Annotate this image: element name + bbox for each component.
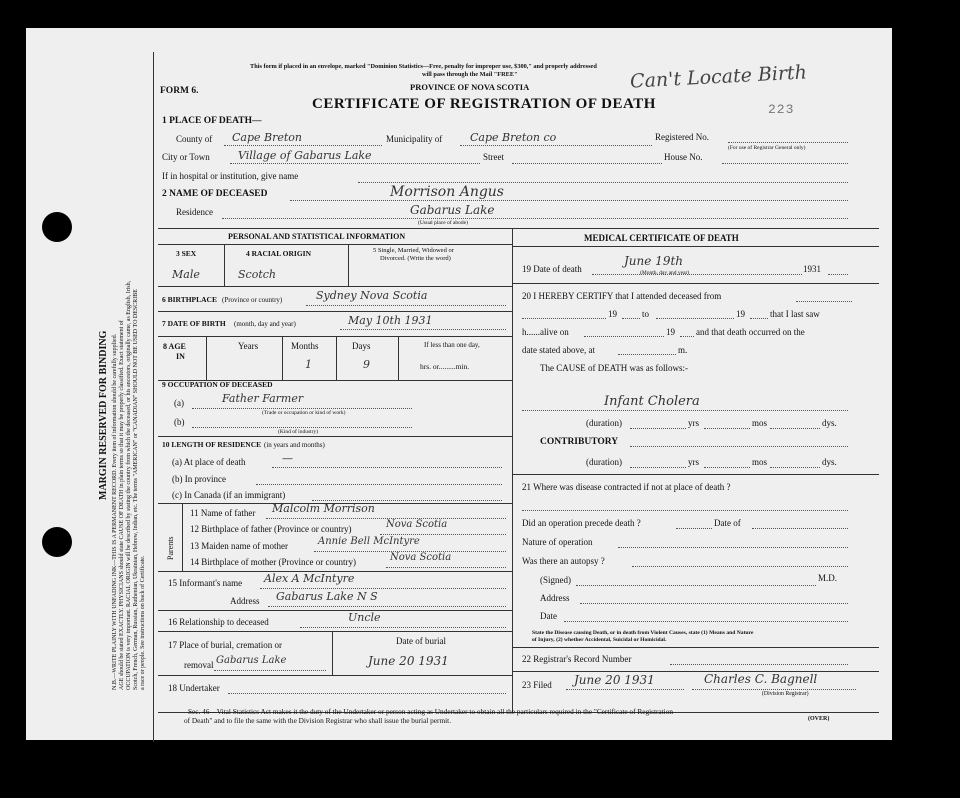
line-19-c: 19 (666, 327, 675, 337)
footer-line-2: of Death" and to file the same with the Division Registrar who shall issue the burial permit. (184, 716, 452, 725)
days-label: Days (352, 341, 371, 351)
undertaker-label: 18 Undertaker (168, 683, 220, 693)
contrib-dys-label: dys. (822, 457, 837, 467)
registered-no-label: Registered No. (655, 132, 709, 142)
mail-notice-1: This form if placed in an envelope, marked "Dominion Statistics—Free, penalty for improper use, $300," and properly addressed (250, 63, 597, 70)
hospital-label: If in hospital or institution, give name (162, 171, 299, 181)
occupation-a-value: Father Farmer (222, 392, 304, 405)
in-province-label: (b) In province (172, 474, 226, 484)
margin-border (153, 52, 154, 742)
filed-label: 23 Filed (522, 680, 552, 690)
death-occurred-label: and that death occurred on the (696, 327, 805, 337)
line-19-b: 19 (736, 309, 745, 319)
father-name-value: Malcolm Morrison (272, 502, 375, 515)
footer-over: (OVER) (808, 716, 830, 722)
cause-value: Infant Cholera (604, 394, 700, 409)
handwritten-annotation: Can't Locate Birth (629, 61, 808, 93)
cause-duration-label: (duration) (586, 418, 622, 428)
in-canada-label: (c) In Canada (if an immigrant) (172, 490, 286, 500)
division-registrar-note: (Division Registrar) (762, 691, 809, 697)
violent-note-2: of Injury, (2) whether Accidental, Suicidal or Homicidal. (532, 637, 667, 643)
m-label: m. (678, 345, 688, 355)
margin-instruction-5: a race or people. See instructions on back of Certificate. (140, 555, 146, 690)
registrar-signature: Charles C. Bagnell (704, 672, 818, 686)
registrar-note: (For use of Registrar General only) (728, 145, 806, 151)
contrib-yrs-label: yrs (688, 457, 699, 467)
residence-length-note: (in years and months) (264, 441, 325, 449)
at-place-label: (a) At place of death (172, 457, 246, 467)
informant-value: Alex A McIntyre (264, 572, 355, 585)
occupation-b-note: (Kind of industry) (278, 429, 319, 435)
hrs-min-label: hrs. or.........min. (420, 362, 470, 371)
county-value: Cape Breton (232, 131, 303, 144)
certificate-paper (26, 28, 892, 740)
filed-date-value: June 20 1931 (574, 673, 655, 687)
occupation-label: 9 OCCUPATION OF DECEASED (162, 380, 273, 389)
alive-on-label: h......alive on (522, 327, 569, 337)
mother-maiden-value: Annie Bell McIntyre (318, 536, 420, 547)
certificate-title: CERTIFICATE OF REGISTRATION OF DEATH (312, 96, 656, 112)
house-no-label: House No. (664, 152, 703, 162)
less-than-day-label: If less than one day, (424, 341, 480, 349)
cause-yrs-label: yrs (688, 418, 699, 428)
place-of-death-heading: 1 PLACE OF DEATH— (162, 116, 262, 126)
birthplace-label: 6 BIRTHPLACE (162, 295, 217, 304)
city-value: Village of Gabarus Lake (238, 149, 372, 162)
form-number: FORM 6. (160, 86, 199, 96)
line-19-a: 19 (608, 309, 617, 319)
burial-label-2: removal (184, 660, 214, 670)
date-stated-label: date stated above, at (522, 345, 595, 355)
physician-address-label: Address (540, 593, 570, 603)
age-days-value: 9 (363, 358, 370, 371)
cause-dys-label: dys. (822, 418, 837, 428)
residence-label: Residence (176, 207, 213, 217)
last-saw-label: that I last saw (770, 309, 820, 319)
mail-notice-2: will pass through the Mail "FREE" (422, 71, 518, 78)
age-months-value: 1 (305, 358, 312, 371)
residence-length-label: 10 LENGTH OF RESIDENCE (162, 440, 262, 449)
mother-birthplace-value: Nova Scotia (390, 552, 452, 563)
binder-hole-top (42, 212, 72, 242)
father-birthplace-value: Nova Scotia (386, 519, 448, 530)
center-divider (512, 228, 513, 712)
contributory-label: CONTRIBUTORY (540, 437, 619, 447)
residence-value: Gabarus Lake (410, 203, 495, 217)
street-label: Street (483, 152, 504, 162)
informant-address-value: Gabarus Lake N S (276, 590, 378, 603)
marital-label-2: Divorced. (Write the word) (380, 255, 451, 262)
county-label: County of (176, 134, 213, 144)
burial-place-value: Gabarus Lake (216, 655, 287, 666)
burial-date-value: June 20 1931 (368, 654, 449, 668)
age-label-2: IN (176, 352, 185, 361)
parents-label: Parents (166, 536, 175, 560)
margin-instruction-3: OCCUPATION is very important. RACIAL ORIGIN will be described by stating the country from which the deceased, or his ancestors, originally came, as English, Irish, (126, 280, 132, 690)
occupation-b-label: (b) (174, 417, 185, 427)
deceased-name-value: Morrison Angus (390, 184, 504, 200)
at-place-value: — (282, 452, 293, 465)
stamp-number: 223 (768, 102, 795, 117)
deceased-name-label: 2 NAME OF DECEASED (162, 189, 268, 199)
contrib-mos-label: mos (752, 457, 768, 467)
personal-heading: PERSONAL AND STATISTICAL INFORMATION (228, 232, 406, 241)
race-label: 4 RACIAL ORIGIN (246, 249, 312, 258)
binder-hole-bottom (42, 527, 72, 557)
date-of-death-year: 1931 (803, 264, 821, 274)
signed-label: (Signed) (540, 575, 571, 585)
sex-label: 3 SEX (176, 249, 197, 258)
margin-title: MARGIN RESERVED FOR BINDING (98, 330, 109, 500)
contracted-label: 21 Where was disease contracted if not at place of death ? (522, 482, 731, 492)
informant-label: 15 Informant's name (168, 578, 243, 588)
birthplace-value: Sydney Nova Scotia (316, 289, 428, 302)
relationship-value: Uncle (348, 611, 381, 624)
contrib-duration-label: (duration) (586, 457, 622, 467)
burial-date-label: Date of burial (396, 636, 446, 646)
margin-instruction-2: AGE should be stated EXACTLY. PHYSICIANS should state CAUSE OF DEATH in plain terms so that it may be properly classified. Exact statement of (119, 320, 125, 690)
birthplace-note: (Province or country) (222, 296, 283, 304)
date-of-label: Date of (714, 518, 741, 528)
occupation-a-label: (a) (174, 398, 184, 408)
record-number-label: 22 Registrar's Record Number (522, 654, 632, 664)
mother-birthplace-label: 14 Birthplace of mother (Province or country) (190, 557, 356, 567)
informant-address-label: Address (230, 596, 260, 606)
footer-line-1: Sec. 46—Vital Statistics Act makes it the duty of the Undertaker or person acting as Undertaker to obtain all the particulars required in the "Certificate of Registration (188, 707, 674, 716)
relationship-label: 16 Relationship to deceased (168, 617, 269, 627)
line-to: to (642, 309, 650, 319)
dob-value: May 10th 1931 (348, 314, 433, 327)
md-label: M.D. (818, 573, 838, 583)
autopsy-label: Was there an autopsy ? (522, 556, 605, 566)
race-value: Scotch (238, 268, 276, 281)
years-label: Years (238, 341, 259, 351)
margin-instruction-4: Scotch, French, German, Russian, Ruthenian, Ukrainian, Hebrew, Indian, etc. The terms "AMERICAN" or "CANADIAN" SHOULD NOT BE USED TO DESCRIBE (133, 289, 139, 690)
cause-label: The CAUSE of DEATH was as follows:- (540, 363, 688, 373)
residence-note: (Usual place of abode) (418, 220, 468, 226)
marital-label-1: 5 Single, Married, Widowed or (373, 247, 454, 254)
date-of-death-value: June 19th (624, 254, 684, 268)
father-name-label: 11 Name of father (190, 508, 256, 518)
months-label: Months (291, 341, 319, 351)
certify-label: 20 I HEREBY CERTIFY that I attended deceased from (522, 291, 722, 301)
dob-note: (month, day and year) (234, 320, 296, 328)
municipality-label: Municipality of (386, 134, 443, 144)
medical-heading: MEDICAL CERTIFICATE OF DEATH (584, 233, 739, 243)
violent-note-1: State the Disease causing Death, or in death from Violent Causes, state (1) Means and Nature (532, 630, 754, 636)
dob-label: 7 DATE OF BIRTH (162, 319, 226, 328)
nature-label: Nature of operation (522, 537, 593, 547)
burial-label-1: 17 Place of burial, cremation or (168, 640, 282, 650)
age-label-1: 8 AGE (163, 342, 186, 351)
operation-label: Did an operation precede death ? (522, 518, 641, 528)
date-of-death-label: 19 Date of death (522, 264, 582, 274)
cause-mos-label: mos (752, 418, 768, 428)
occupation-a-note: (Trade or occupation or kind of work) (262, 410, 346, 416)
province-heading: PROVINCE OF NOVA SCOTIA (410, 82, 530, 92)
physician-date-label: Date (540, 611, 557, 621)
city-label: City or Town (162, 152, 210, 162)
father-birthplace-label: 12 Birthplace of father (Province or country) (190, 524, 352, 534)
mother-maiden-label: 13 Maiden name of mother (190, 541, 288, 551)
margin-instruction-1: N.B.—WRITE PLAINLY WITH UNFADING INK—THIS IS A PERMANENT RECORD. Every item of information should be carefully supplied. (112, 333, 118, 690)
sex-value: Male (172, 268, 200, 281)
municipality-value: Cape Breton co (470, 131, 557, 144)
date-of-death-note: (Month, day and year) (640, 270, 690, 276)
